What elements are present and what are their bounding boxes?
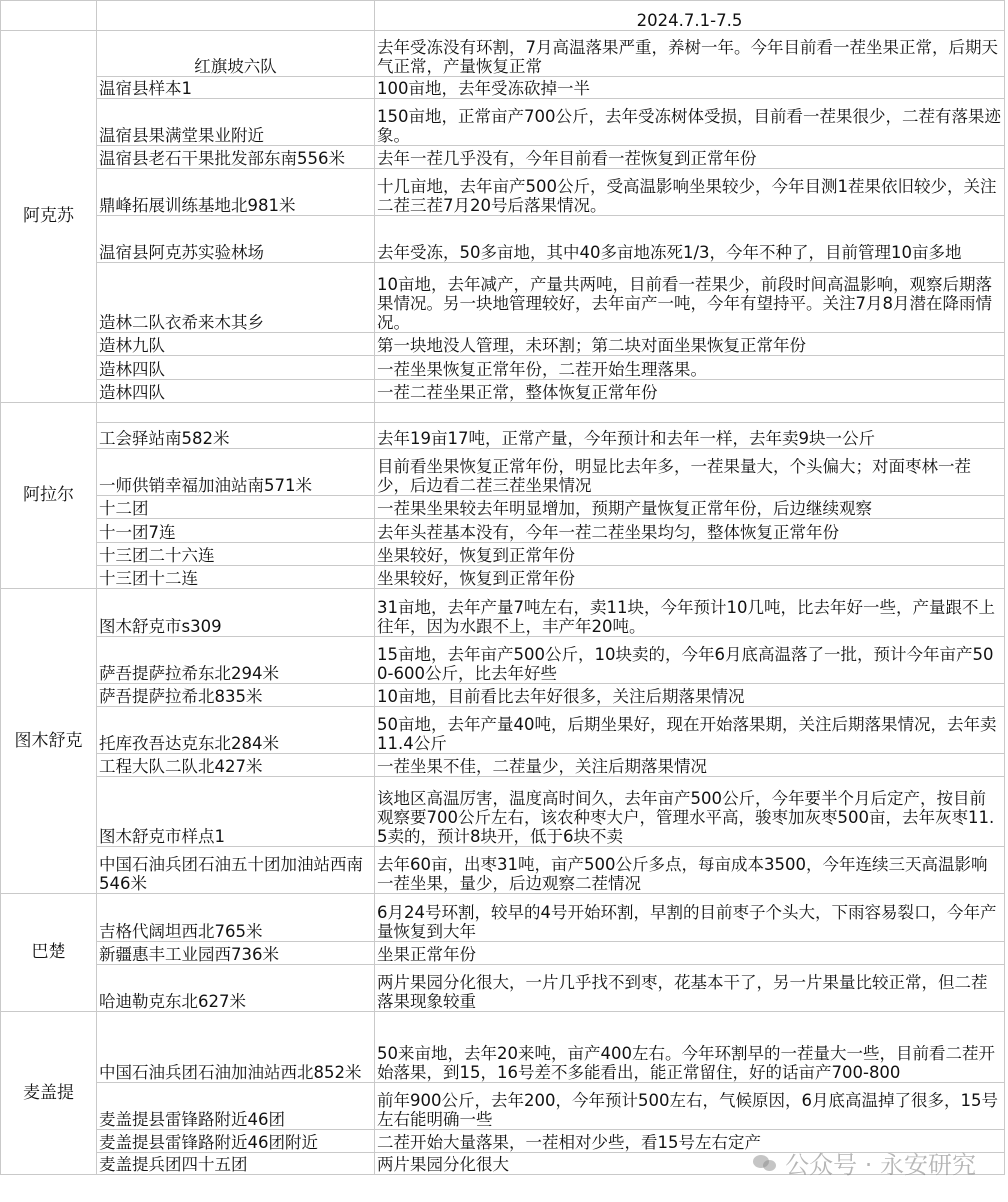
location-cell: 十一团7连: [97, 519, 375, 543]
location-cell: 一师供销幸福加油站南571米: [97, 449, 375, 496]
note-cell: 第一块地没人管理，未环割；第二块对面坐果恢复正常年份: [375, 333, 1005, 356]
location-cell: 吉格代阔坦西北765米: [97, 894, 375, 942]
table-row: [1, 449, 1005, 496]
location-cell: 哈迪勒克东北627米: [97, 965, 375, 1012]
location-cell: 十二团: [97, 496, 375, 519]
note-cell: 6月24号环割，较早的4号开始环割，早割的目前枣子个头大，下雨容易裂口，今年产量恢复到大年: [375, 894, 1005, 942]
region-cell: 阿克苏: [1, 31, 97, 403]
location-cell: 萨吾提萨拉希北835米: [97, 684, 375, 707]
watermark-text: 公众号 · 永安研究: [785, 1151, 976, 1179]
location-cell: 造林四队: [97, 380, 375, 403]
note-cell: 该地区高温厉害，温度高时间久，去年亩产500公斤，今年要半个月后定产，按目前观察要700公斤左右，该农种枣大户，管理水平高，骏枣加灰枣500亩，去年灰枣11.5卖的，预计8块开，低于6块不卖: [375, 777, 1005, 847]
location-cell: 图木舒克市s309: [97, 589, 375, 637]
note-cell: 目前看坐果恢复正常年份，明显比去年多，一茬果量大，个头偏大；对面枣林一茬少，后边看二茬三茬坐果情况: [375, 449, 1005, 496]
location-cell: 图木舒克市样点1: [97, 777, 375, 847]
location-cell: 麦盖提县雷锋路附近46团附近: [97, 1130, 375, 1153]
table-row: [1, 894, 1005, 942]
note-cell: 去年头茬基本没有，今年一茬二茬坐果均匀，整体恢复正常年份: [375, 519, 1005, 543]
location-cell: 托库孜吾达克东北284米: [97, 707, 375, 754]
location-cell: 造林九队: [97, 333, 375, 356]
region-cell: 阿拉尔: [1, 403, 97, 589]
watermark: [753, 1145, 976, 1180]
table-row: [1, 380, 1005, 403]
location-cell: [97, 403, 375, 423]
location-cell: 红旗坡六队: [97, 31, 375, 77]
table-row: [1, 519, 1005, 543]
note-cell: 一茬果坐果较去年明显增加，预期产量恢复正常年份，后边继续观察: [375, 496, 1005, 519]
note-cell: 一茬坐果恢复正常年份，二茬开始生理落果。: [375, 356, 1005, 380]
note-cell: 10亩地，目前看比去年好很多，关注后期落果情况: [375, 684, 1005, 707]
location-cell: 温宿县阿克苏实验林场: [97, 216, 375, 263]
location-cell: 十三团二十六连: [97, 543, 375, 566]
wechat-icon: [753, 1153, 779, 1173]
note-cell: 150亩地，正常亩产700公斤，去年受冻树体受损，目前看一茬果很少，二茬有落果迹象。: [375, 99, 1005, 146]
table-row: [1, 356, 1005, 380]
table-row: [1, 777, 1005, 847]
table-row: [1, 263, 1005, 333]
note-cell: 去年一茬几乎没有，今年目前看一茬恢复到正常年份: [375, 146, 1005, 169]
location-cell: 造林四队: [97, 356, 375, 380]
note-cell: 两片果园分化很大: [375, 1153, 1005, 1175]
table-row: [1, 589, 1005, 637]
location-cell: 中国石油兵团石油加油站西北852米: [97, 1012, 375, 1083]
note-cell: 50亩地，去年产量40吨，后期坐果好，现在开始落果期，关注后期落果情况，去年卖11.4公斤: [375, 707, 1005, 754]
table-row: [1, 216, 1005, 263]
table-row: [1, 637, 1005, 684]
table-row: [1, 423, 1005, 449]
table-row: [1, 99, 1005, 146]
region-cell: 麦盖提: [1, 1012, 97, 1175]
header-cell-2: [97, 1, 375, 31]
table-row: [1, 146, 1005, 169]
region-cell: 图木舒克: [1, 589, 97, 894]
date-range-header: 2024.7.1-7.5: [375, 1, 1005, 31]
location-cell: 工程大队二队北427米: [97, 754, 375, 777]
note-cell: 坐果较好，恢复到正常年份: [375, 543, 1005, 566]
region-cell: 巴楚: [1, 894, 97, 1012]
note-cell: 前年900公斤，去年200，今年预计500左右，气候原因，6月底高温掉了很多，15号左右能明确一些: [375, 1083, 1005, 1130]
location-cell: 萨吾提萨拉希东北294米: [97, 637, 375, 684]
table-row: [1, 403, 1005, 423]
note-cell: 去年19亩17吨，正常产量，今年预计和去年一样，去年卖9块一公斤: [375, 423, 1005, 449]
table-row: [1, 707, 1005, 754]
note-cell: 一茬二茬坐果正常，整体恢复正常年份: [375, 380, 1005, 403]
table-row: [1, 1012, 1005, 1083]
note-cell: [375, 403, 1005, 423]
note-cell: 二茬开始大量落果，一茬相对少些，看15号左右定产: [375, 1130, 1005, 1153]
note-cell: 31亩地，去年产量7吨左右，卖11块，今年预计10几吨，比去年好一些，产量跟不上往年，因为水跟不上，丰产年20吨。: [375, 589, 1005, 637]
location-cell: 中国石油兵团石油五十团加油站西南546米: [97, 847, 375, 894]
table-row: [1, 965, 1005, 1012]
table-row: [1, 543, 1005, 566]
location-cell: 工会驿站南582米: [97, 423, 375, 449]
table-row: [1, 496, 1005, 519]
table-row: [1, 684, 1005, 707]
table-row: [1, 169, 1005, 216]
location-cell: 麦盖提兵团四十五团: [97, 1153, 375, 1175]
location-cell: 温宿县样本1: [97, 77, 375, 99]
note-cell: 去年受冻没有环割，7月高温落果严重，养树一年。今年目前看一茬坐果正常，后期天气正常，产量恢复正常: [375, 31, 1005, 77]
table-row: [1, 566, 1005, 589]
table-row: [1, 942, 1005, 965]
table-row: [1, 1083, 1005, 1130]
location-cell: 温宿县果满堂果业附近: [97, 99, 375, 146]
note-cell: 50来亩地，去年20来吨，亩产400左右。今年环割早的一茬量大一些，目前看二茬开始落果，到15，16号差不多能看出，能正常留住，好的话亩产700-800: [375, 1012, 1005, 1083]
note-cell: 十几亩地，去年亩产500公斤，受高温影响坐果较少，今年目测1茬果依旧较少，关注二茬三茬7月20号后落果情况。: [375, 169, 1005, 216]
table-row: [1, 754, 1005, 777]
note-cell: 100亩地，去年受冻砍掉一半: [375, 77, 1005, 99]
table-row: [1, 31, 1005, 77]
location-cell: 麦盖提县雷锋路附近46团: [97, 1083, 375, 1130]
note-cell: 坐果正常年份: [375, 942, 1005, 965]
location-cell: 造林二队衣希来木其乡: [97, 263, 375, 333]
note-cell: 一茬坐果不佳，二茬量少，关注后期落果情况: [375, 754, 1005, 777]
note-cell: 去年60亩，出枣31吨，亩产500公斤多点，每亩成本3500，今年连续三天高温影响一茬坐果，量少，后边观察二茬情况: [375, 847, 1005, 894]
table-row: [1, 77, 1005, 99]
table-row: [1, 333, 1005, 356]
location-cell: 鼎峰拓展训练基地北981米: [97, 169, 375, 216]
note-cell: 10亩地，去年减产，产量共两吨，目前看一茬果少，前段时间高温影响，观察后期落果情况。另一块地管理较好，去年亩产一吨，今年有望持平。关注7月8月潜在降雨情况。: [375, 263, 1005, 333]
header-row: [1, 1, 1005, 31]
header-cell-1: [1, 1, 97, 31]
location-cell: 十三团十二连: [97, 566, 375, 589]
location-cell: 温宿县老石干果批发部东南556米: [97, 146, 375, 169]
note-cell: 坐果较好，恢复到正常年份: [375, 566, 1005, 589]
table-row: [1, 847, 1005, 894]
location-cell: 新疆惠丰工业园西736米: [97, 942, 375, 965]
note-cell: 15亩地，去年亩产500公斤，10块卖的，今年6月底高温落了一批，预计今年亩产500-600公斤，比去年好些: [375, 637, 1005, 684]
note-cell: 去年受冻，50多亩地，其中40多亩地冻死1/3，今年不种了，目前管理10亩多地: [375, 216, 1005, 263]
note-cell: 两片果园分化很大，一片几乎找不到枣，花基本干了，另一片果量比较正常，但二茬落果现象较重: [375, 965, 1005, 1012]
